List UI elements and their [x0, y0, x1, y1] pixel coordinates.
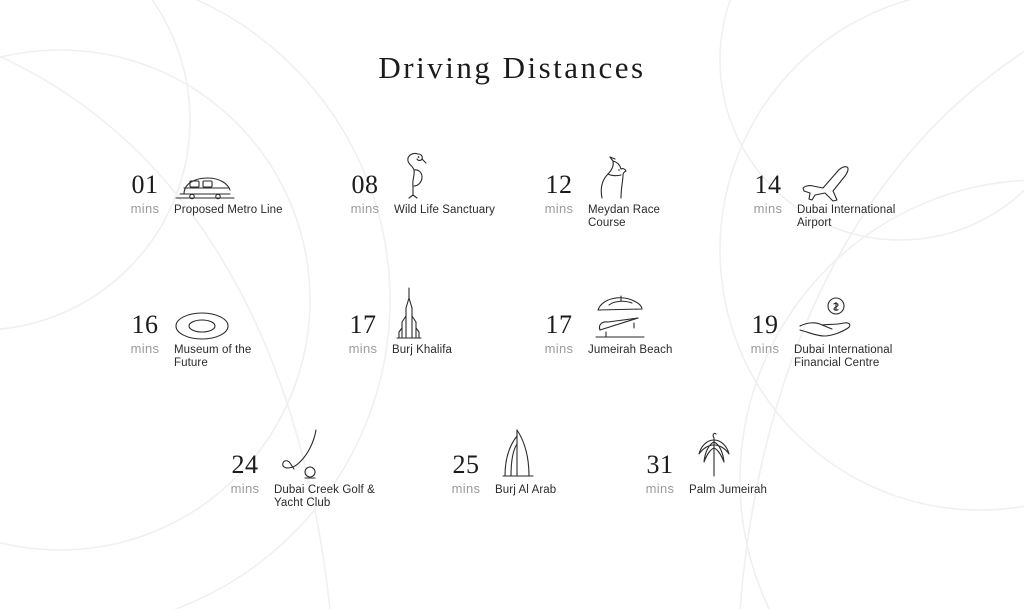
museum-ring-icon: [174, 290, 230, 342]
palm-tree-icon: [689, 430, 739, 482]
distance-item-jumeirah-beach[interactable]: [536, 290, 673, 357]
distance-label: Meydan Race Course: [588, 204, 661, 229]
time-unit: mins: [753, 201, 783, 216]
distance-item-meydan-race-course[interactable]: [536, 150, 698, 230]
distance-item-dubai-creek-golf-yacht-club[interactable]: [222, 430, 394, 510]
distance-label: Dubai International Financial Centre: [794, 344, 893, 369]
distance-label: Palm Jumeirah: [689, 484, 767, 496]
metro-train-icon: [174, 150, 236, 202]
distance-item-burj-al-arab[interactable]: [443, 430, 556, 497]
distance-time: [222, 430, 268, 497]
time-unit: mins: [750, 341, 780, 356]
distance-label: Jumeirah Beach: [588, 344, 673, 356]
time-unit: mins: [348, 341, 378, 356]
time-unit: mins: [645, 481, 675, 496]
time-value: 08: [351, 170, 379, 199]
burj-khalifa-icon: [392, 290, 426, 342]
time-value: 12: [545, 170, 573, 199]
distance-item-wild-life-sanctuary[interactable]: [342, 150, 495, 217]
time-value: 14: [754, 170, 782, 199]
time-unit: mins: [544, 341, 574, 356]
distance-item-dubai-international-financial-centre[interactable]: [742, 290, 914, 370]
distance-label: Wild Life Sanctuary: [394, 204, 495, 216]
distance-item-palm-jumeirah[interactable]: [637, 430, 767, 497]
distance-time: [342, 150, 388, 217]
time-unit: mins: [230, 481, 260, 496]
time-value: 17: [349, 310, 377, 339]
distance-time: [443, 430, 489, 497]
time-value: 31: [646, 450, 674, 479]
distance-label: Burj Al Arab: [495, 484, 557, 496]
horse-icon: [588, 150, 634, 202]
distance-label: Dubai Creek Golf & Yacht Club: [274, 484, 375, 509]
distance-item-museum-of-the-future[interactable]: [122, 290, 284, 370]
time-value: 16: [131, 310, 159, 339]
distance-label: Burj Khalifa: [392, 344, 453, 356]
distance-row: [0, 290, 1024, 430]
beach-umbrella-icon: [588, 290, 650, 342]
time-unit: mins: [544, 201, 574, 216]
time-value: 19: [751, 310, 779, 339]
flamingo-icon: [394, 150, 434, 202]
time-value: 01: [131, 170, 159, 199]
time-unit: mins: [130, 201, 160, 216]
distance-row: [0, 150, 1024, 290]
distance-item-proposed-metro-line[interactable]: [122, 150, 283, 217]
distance-row: [0, 430, 1024, 570]
distance-time: [742, 290, 788, 357]
time-value: 17: [545, 310, 573, 339]
golf-club-icon: [274, 430, 330, 482]
page-title: Driving Distances: [378, 50, 646, 85]
distance-label: Proposed Metro Line: [174, 204, 283, 216]
time-value: 24: [231, 450, 259, 479]
distance-label: Museum of the Future: [174, 344, 252, 369]
distance-groups: [0, 150, 1024, 570]
distance-item-burj-khalifa[interactable]: [340, 290, 452, 357]
burj-al-arab-icon: [495, 430, 541, 482]
airplane-icon: [797, 150, 855, 202]
time-value: 25: [452, 450, 480, 479]
distance-label: Dubai International Airport: [797, 204, 896, 229]
distance-time: [340, 290, 386, 357]
distance-time: [122, 290, 168, 357]
distance-time: [122, 150, 168, 217]
hand-coin-icon: [794, 290, 856, 342]
time-unit: mins: [350, 201, 380, 216]
distance-time: [637, 430, 683, 497]
distance-time: [536, 290, 582, 357]
distance-time: [536, 150, 582, 217]
time-unit: mins: [130, 341, 160, 356]
distance-item-dubai-international-airport[interactable]: [745, 150, 907, 230]
time-unit: mins: [451, 481, 481, 496]
distance-time: [745, 150, 791, 217]
